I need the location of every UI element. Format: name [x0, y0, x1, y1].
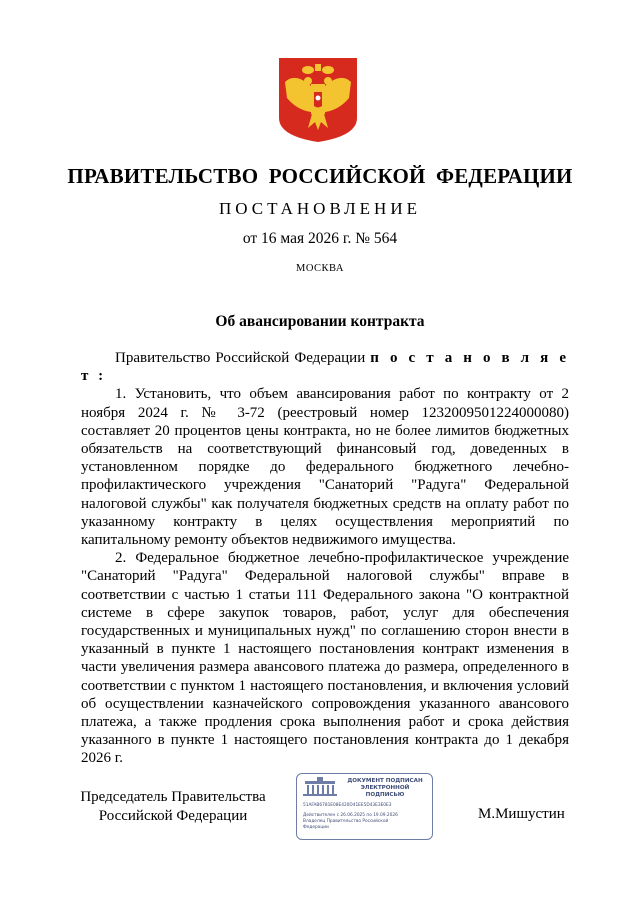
stamp-validity: Действителен с 26.06.2025 по 19.09.2026	[303, 813, 398, 818]
signer-position-line-1: Председатель Правительства	[80, 789, 266, 805]
stamp-heading	[341, 778, 429, 799]
document-date-number: от 16 мая 2026 г. № 564	[242, 230, 398, 247]
signer-position-line-2: Российской Федерации	[98, 807, 248, 824]
stamp-owner-line-1: Владелец Правительство Российской	[303, 819, 389, 824]
document-title: Об авансировании контракта	[215, 313, 425, 330]
stamp-certificate: 51AFAB6781E08E420D41EE5D43E3E0E3	[303, 803, 392, 808]
signer-name: М.Мишустин	[478, 806, 565, 822]
government-name: ПРАВИТЕЛЬСТВО РОССИЙСКОЙ ФЕДЕРАЦИИ	[67, 164, 573, 188]
stamp-heading-line-1: ДОКУМЕНТ ПОДПИСАН	[347, 778, 423, 784]
document-body	[81, 349, 569, 768]
electronic-signature-stamp	[296, 773, 433, 840]
stamp-owner-line-2: Федерации	[303, 825, 329, 830]
preamble	[81, 349, 569, 385]
resolves-word: п о с т а н о в л я е т :	[81, 350, 569, 385]
paragraph-2: 2. Федеральное бюджетное лечебно-профилактическое учреждение "Санаторий "Радуга" Федеральной налоговой службы" вправе в соответствии с частью 1 статьи 111 Федерального закона "О контрактной системе в сфере закупок товаров, работ, услуг для обеспечения государственных и муниципальных нужд" по соглашению сторон внести в указанный в пункте 1 настоящего постановления контракт изменения в части увеличения размера авансового платежа до размера, определенного в соответствии с пунктом 1 настоящего постановления, и включения условий об осуществлении казначейского сопровождения указанного авансового платежа, а также продления срока выполнения работ и срока действия указанного в пункте 1 настоящего постановления контракта до 1 декабря 2026 г.	[81, 550, 569, 767]
coat-of-arms-emblem	[277, 56, 359, 144]
document-city: МОСКВА	[296, 263, 344, 274]
signer-position	[78, 788, 268, 825]
stamp-building-icon	[301, 777, 339, 797]
stamp-heading-line-2: ЭЛЕКТРОННОЙ ПОДПИСЬЮ	[360, 785, 410, 798]
document-type: ПОСТАНОВЛЕНИЕ	[218, 199, 421, 218]
preamble-text: Правительство Российской Федерации	[115, 350, 371, 366]
paragraph-1: 1. Установить, что объем авансирования работ по контракту от 2 ноября 2024 г. № 3-72 (реестровый номер 1232009501224000080) составляет 20 процентов цены контракта, но не более лимитов бюджетных обязательств на соответствующий финансовый год, доведенных в установленном порядке до федерального бюджетного лечебно-профилактического учреждения "Санаторий "Радуга" Федеральной налоговой службы" как получателя бюджетных средств на оплату работ по указанному контракту в целях осуществления мероприятий по капитальному ремонту объектов недвижимого имущества.	[81, 386, 569, 549]
